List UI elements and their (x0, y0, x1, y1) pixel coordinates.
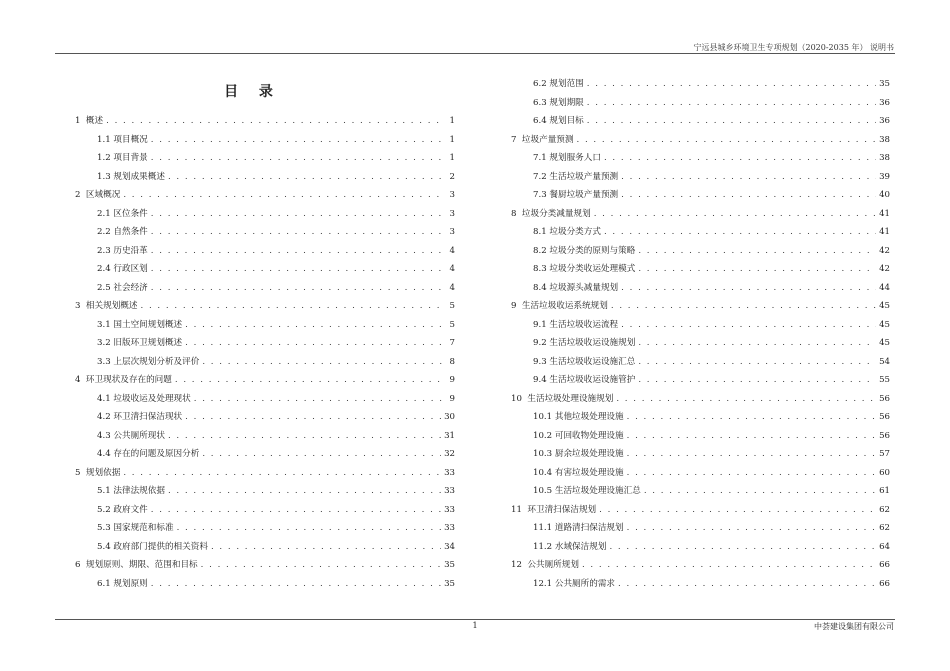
toc-section-entry[interactable] (75, 556, 455, 575)
toc-entry-label: 4.1 垃圾收运及处理现状 (97, 393, 191, 404)
toc-dot-leader (621, 168, 876, 187)
toc-entry-page: 5 (449, 319, 455, 330)
toc-subsection-entry[interactable] (75, 427, 455, 446)
toc-dot-leader (194, 390, 442, 409)
toc-section-entry[interactable] (75, 186, 455, 205)
toc-subsection-entry[interactable] (511, 519, 890, 538)
toc-entry-label: 10.4 有害垃圾处理设施 (533, 467, 624, 478)
page-number: 1 (472, 621, 478, 630)
toc-left-column (75, 112, 455, 593)
toc-subsection-entry[interactable] (75, 205, 455, 224)
toc-subsection-entry[interactable] (511, 408, 890, 427)
toc-entry-label: 5.4 政府部门提供的相关资料 (97, 541, 208, 552)
toc-subsection-entry[interactable] (511, 316, 890, 335)
toc-entry-label: 10.5 生活垃圾处理设施汇总 (533, 486, 641, 496)
toc-entry-page: 41 (879, 227, 890, 237)
toc-dot-leader (168, 427, 441, 446)
toc-subsection-entry[interactable] (75, 334, 455, 353)
toc-dot-leader (627, 445, 876, 464)
toc-entry-label: 6.1 规划原则 (97, 578, 148, 589)
toc-dot-leader (202, 445, 441, 464)
toc-dot-leader (621, 316, 876, 335)
toc-dot-leader (151, 205, 442, 224)
toc-subsection-entry[interactable] (511, 149, 890, 168)
toc-entry-page: 38 (879, 134, 890, 145)
toc-entry-page: 30 (444, 412, 455, 422)
toc-entry-label: 1.2 项目背景 (97, 153, 148, 163)
toc-entry-page: 3 (449, 190, 455, 200)
toc-section-entry[interactable] (511, 556, 890, 575)
toc-entry-label: 7.1 规划服务人口 (533, 153, 601, 163)
toc-entry-label: 6.2 规划范围 (533, 79, 584, 89)
toc-dot-leader (611, 297, 876, 316)
toc-dot-leader (141, 297, 443, 316)
toc-entry-page: 31 (444, 430, 455, 441)
toc-subsection-entry[interactable] (511, 464, 890, 483)
toc-entry-page: 61 (879, 486, 890, 496)
toc-entry-page: 62 (879, 523, 890, 533)
toc-dot-leader (627, 464, 876, 483)
document-header: 宁远县城乡环境卫生专项规划（2020-2035 年） 说明书 (693, 43, 894, 52)
toc-entry-label: 1.3 规划成果概述 (97, 171, 165, 182)
toc-dot-leader (587, 75, 876, 94)
toc-entry-page: 9 (449, 393, 455, 404)
toc-subsection-entry[interactable] (511, 242, 890, 261)
toc-entry-label: 2.4 行政区划 (97, 264, 148, 274)
toc-entry-page: 40 (879, 190, 890, 200)
toc-entry-page: 3 (449, 208, 455, 219)
toc-subsection-entry[interactable] (511, 538, 890, 557)
toc-subsection-entry[interactable] (75, 501, 455, 520)
toc-entry-label: 5.3 国家规范和标准 (97, 523, 174, 533)
toc-subsection-entry[interactable] (511, 334, 890, 353)
toc-entry-page: 45 (879, 319, 890, 330)
toc-subsection-entry[interactable] (75, 279, 455, 298)
toc-entry-label: 2.3 历史沿革 (97, 245, 148, 256)
header-rule (55, 53, 895, 54)
toc-dot-leader (175, 371, 442, 390)
toc-subsection-entry[interactable] (75, 408, 455, 427)
toc-section-entry[interactable] (75, 297, 455, 316)
toc-entry-page: 42 (879, 264, 890, 274)
toc-dot-leader (621, 186, 876, 205)
toc-subsection-entry[interactable] (511, 427, 890, 446)
toc-dot-leader (151, 242, 442, 261)
toc-entry-label: 6 规划原则、期限、范围和目标 (75, 560, 198, 570)
toc-entry-label: 3.3 上层次规划分析及评价 (97, 356, 200, 367)
toc-dot-leader (168, 482, 441, 501)
toc-subsection-entry[interactable] (75, 390, 455, 409)
toc-dot-leader (627, 427, 876, 446)
toc-entry-label: 9.2 生活垃圾收运设施规划 (533, 338, 636, 348)
toc-entry-label: 11 环卫清扫保洁规划 (511, 504, 597, 515)
toc-dot-leader (616, 390, 876, 409)
toc-entry-page: 1 (449, 153, 455, 163)
toc-dot-leader (609, 538, 876, 557)
toc-subsection-entry[interactable] (75, 445, 455, 464)
toc-subsection-entry[interactable] (511, 75, 890, 94)
toc-entry-page: 36 (879, 116, 890, 126)
toc-subsection-entry[interactable] (511, 353, 890, 372)
toc-subsection-entry[interactable] (511, 168, 890, 187)
toc-entry-page: 2 (449, 171, 455, 182)
toc-dot-leader (627, 408, 876, 427)
toc-dot-leader (594, 205, 876, 224)
toc-entry-page: 55 (879, 375, 890, 385)
toc-subsection-entry[interactable] (75, 575, 455, 594)
toc-subsection-entry[interactable] (75, 131, 455, 150)
toc-dot-leader (185, 316, 442, 335)
toc-entry-label: 12.1 公共厕所的需求 (533, 578, 616, 589)
toc-entry-label: 10.1 其他垃圾处理设施 (533, 412, 624, 422)
toc-entry-label: 5 规划依据 (75, 467, 121, 478)
toc-section-entry[interactable] (511, 131, 890, 150)
toc-entry-page: 35 (444, 560, 455, 570)
toc-entry-page: 38 (879, 153, 890, 163)
toc-entry-label: 10.2 可回收物处理设施 (533, 430, 624, 441)
toc-dot-leader (587, 94, 876, 113)
toc-entry-label: 9 生活垃圾收运系统规划 (511, 301, 608, 311)
toc-entry-label: 8.2 垃圾分类的原则与策略 (533, 245, 636, 256)
toc-entry-label: 5.2 政府文件 (97, 504, 148, 515)
toc-entry-page: 54 (879, 356, 890, 367)
toc-entry-page: 33 (444, 523, 455, 533)
toc-entry-label: 3 相关规划概述 (75, 301, 138, 311)
toc-entry-page: 60 (879, 467, 890, 478)
toc-entry-label: 2.1 区位条件 (97, 208, 148, 219)
toc-subsection-entry[interactable] (75, 538, 455, 557)
toc-entry-page: 45 (879, 338, 890, 348)
toc-entry-label: 9.4 生活垃圾收运设施管护 (533, 375, 636, 385)
toc-section-entry[interactable] (511, 297, 890, 316)
toc-entry-page: 56 (879, 393, 890, 404)
toc-entry-label: 11.1 道路清扫保洁规划 (533, 523, 624, 533)
toc-entry-label: 7 垃圾产量预测 (511, 134, 574, 145)
toc-entry-label: 2 区域概况 (75, 190, 121, 200)
toc-dot-leader (599, 501, 876, 520)
toc-subsection-entry[interactable] (75, 482, 455, 501)
toc-dot-leader (151, 131, 442, 150)
toc-dot-leader (621, 279, 876, 298)
toc-entry-page: 4 (449, 264, 455, 274)
toc-entry-page: 1 (449, 134, 455, 145)
toc-entry-label: 10 生活垃圾处理设施规划 (511, 393, 614, 404)
toc-entry-label: 1.1 项目概况 (97, 134, 148, 145)
toc-entry-page: 33 (444, 504, 455, 515)
toc-dot-leader (151, 149, 442, 168)
toc-dot-leader (618, 575, 876, 594)
toc-entry-label: 6.4 规划目标 (533, 116, 584, 126)
toc-entry-label: 4.2 环卫清扫保洁现状 (97, 412, 183, 422)
toc-entry-label: 10.3 厨余垃圾处理设施 (533, 449, 624, 459)
toc-dot-leader (168, 168, 442, 187)
toc-entry-page: 8 (449, 356, 455, 367)
toc-dot-leader (604, 223, 876, 242)
toc-subsection-entry[interactable] (511, 575, 890, 594)
toc-entry-page: 4 (449, 245, 455, 256)
toc-entry-page: 33 (444, 467, 455, 478)
toc-dot-leader (185, 334, 442, 353)
toc-entry-label: 4.3 公共厕所现状 (97, 430, 165, 441)
toc-title: 目 录 (224, 84, 281, 100)
toc-entry-page: 34 (444, 541, 455, 552)
toc-subsection-entry[interactable] (511, 260, 890, 279)
company-name: 中荟建设集团有限公司 (814, 622, 894, 631)
toc-entry-page: 66 (879, 578, 890, 589)
toc-entry-label: 2.2 自然条件 (97, 227, 148, 237)
toc-entry-page: 45 (879, 301, 890, 311)
toc-section-entry[interactable] (511, 501, 890, 520)
toc-entry-page: 66 (879, 560, 890, 570)
toc-subsection-entry[interactable] (511, 482, 890, 501)
toc-subsection-entry[interactable] (511, 94, 890, 113)
toc-entry-label: 3.1 国土空间规划概述 (97, 319, 183, 330)
toc-entry-page: 41 (879, 208, 890, 219)
toc-dot-leader (638, 260, 876, 279)
toc-subsection-entry[interactable] (511, 112, 890, 131)
toc-subsection-entry[interactable] (75, 149, 455, 168)
toc-dot-leader (644, 482, 876, 501)
toc-entry-page: 1 (449, 116, 455, 126)
toc-dot-leader (151, 260, 442, 279)
toc-entry-label: 7.2 生活垃圾产量预测 (533, 171, 619, 182)
toc-subsection-entry[interactable] (75, 223, 455, 242)
toc-section-entry[interactable] (511, 390, 890, 409)
toc-section-entry[interactable] (75, 464, 455, 483)
toc-subsection-entry[interactable] (511, 371, 890, 390)
toc-entry-label: 5.1 法律法规依据 (97, 486, 165, 496)
toc-subsection-entry[interactable] (75, 242, 455, 261)
toc-subsection-entry[interactable] (75, 519, 455, 538)
toc-entry-label: 7.3 餐厨垃圾产量预测 (533, 190, 619, 200)
toc-subsection-entry[interactable] (511, 279, 890, 298)
toc-entry-label: 2.5 社会经济 (97, 282, 148, 293)
toc-entry-page: 35 (879, 79, 890, 89)
toc-entry-label: 12 公共厕所规划 (511, 560, 579, 570)
toc-section-entry[interactable] (511, 205, 890, 224)
toc-entry-page: 56 (879, 412, 890, 422)
toc-entry-page: 3 (449, 227, 455, 237)
toc-dot-leader (582, 556, 876, 575)
toc-dot-leader (151, 575, 441, 594)
toc-entry-page: 44 (879, 282, 890, 293)
toc-dot-leader (185, 408, 441, 427)
toc-dot-leader (638, 334, 876, 353)
toc-dot-leader (627, 519, 876, 538)
toc-dot-leader (638, 242, 876, 261)
toc-entry-label: 8.3 垃圾分类收运处理模式 (533, 264, 636, 274)
toc-entry-page: 32 (444, 449, 455, 459)
toc-dot-leader (123, 186, 442, 205)
toc-entry-page: 64 (879, 541, 890, 552)
toc-entry-label: 11.2 水域保洁规划 (533, 541, 607, 552)
toc-entry-label: 1 概述 (75, 116, 104, 126)
toc-entry-label: 9.1 生活垃圾收运流程 (533, 319, 619, 330)
toc-dot-leader (211, 538, 441, 557)
toc-entry-page: 56 (879, 430, 890, 441)
toc-dot-leader (587, 112, 876, 131)
toc-dot-leader (604, 149, 876, 168)
toc-dot-leader (151, 279, 442, 298)
toc-subsection-entry[interactable] (75, 168, 455, 187)
toc-entry-label: 8.1 垃圾分类方式 (533, 227, 601, 237)
toc-entry-page: 33 (444, 486, 455, 496)
toc-subsection-entry[interactable] (511, 223, 890, 242)
toc-entry-label: 9.3 生活垃圾收运设施汇总 (533, 356, 636, 367)
toc-subsection-entry[interactable] (511, 186, 890, 205)
toc-entry-page: 62 (879, 504, 890, 515)
toc-entry-label: 8 垃圾分类减量规划 (511, 208, 591, 219)
toc-dot-leader (202, 353, 442, 372)
toc-entry-page: 36 (879, 97, 890, 108)
toc-entry-page: 39 (879, 171, 890, 182)
toc-section-entry[interactable] (75, 112, 455, 131)
toc-entry-label: 4 环卫现状及存在的问题 (75, 375, 172, 385)
toc-dot-leader (201, 556, 441, 575)
toc-entry-page: 4 (449, 282, 455, 293)
toc-entry-page: 57 (879, 449, 890, 459)
toc-entry-page: 42 (879, 245, 890, 256)
toc-section-entry[interactable] (75, 371, 455, 390)
toc-dot-leader (106, 112, 442, 131)
toc-entry-page: 9 (449, 375, 455, 385)
toc-subsection-entry[interactable] (75, 316, 455, 335)
toc-entry-label: 8.4 垃圾源头减量规划 (533, 282, 619, 293)
toc-dot-leader (151, 223, 442, 242)
toc-right-column (511, 75, 890, 593)
toc-dot-leader (177, 519, 442, 538)
toc-entry-label: 4.4 存在的问题及原因分析 (97, 449, 200, 459)
toc-subsection-entry[interactable] (75, 260, 455, 279)
footer-rule (55, 619, 895, 620)
toc-entry-page: 5 (449, 301, 455, 311)
toc-subsection-entry[interactable] (75, 353, 455, 372)
toc-dot-leader (123, 464, 441, 483)
toc-dot-leader (638, 353, 876, 372)
toc-entry-page: 7 (449, 338, 455, 348)
toc-entry-label: 6.3 规划期限 (533, 97, 584, 108)
toc-dot-leader (151, 501, 441, 520)
toc-entry-label: 3.2 旧版环卫规划概述 (97, 338, 183, 348)
toc-subsection-entry[interactable] (511, 445, 890, 464)
toc-dot-leader (638, 371, 876, 390)
toc-entry-page: 35 (444, 578, 455, 589)
toc-dot-leader (577, 131, 877, 150)
